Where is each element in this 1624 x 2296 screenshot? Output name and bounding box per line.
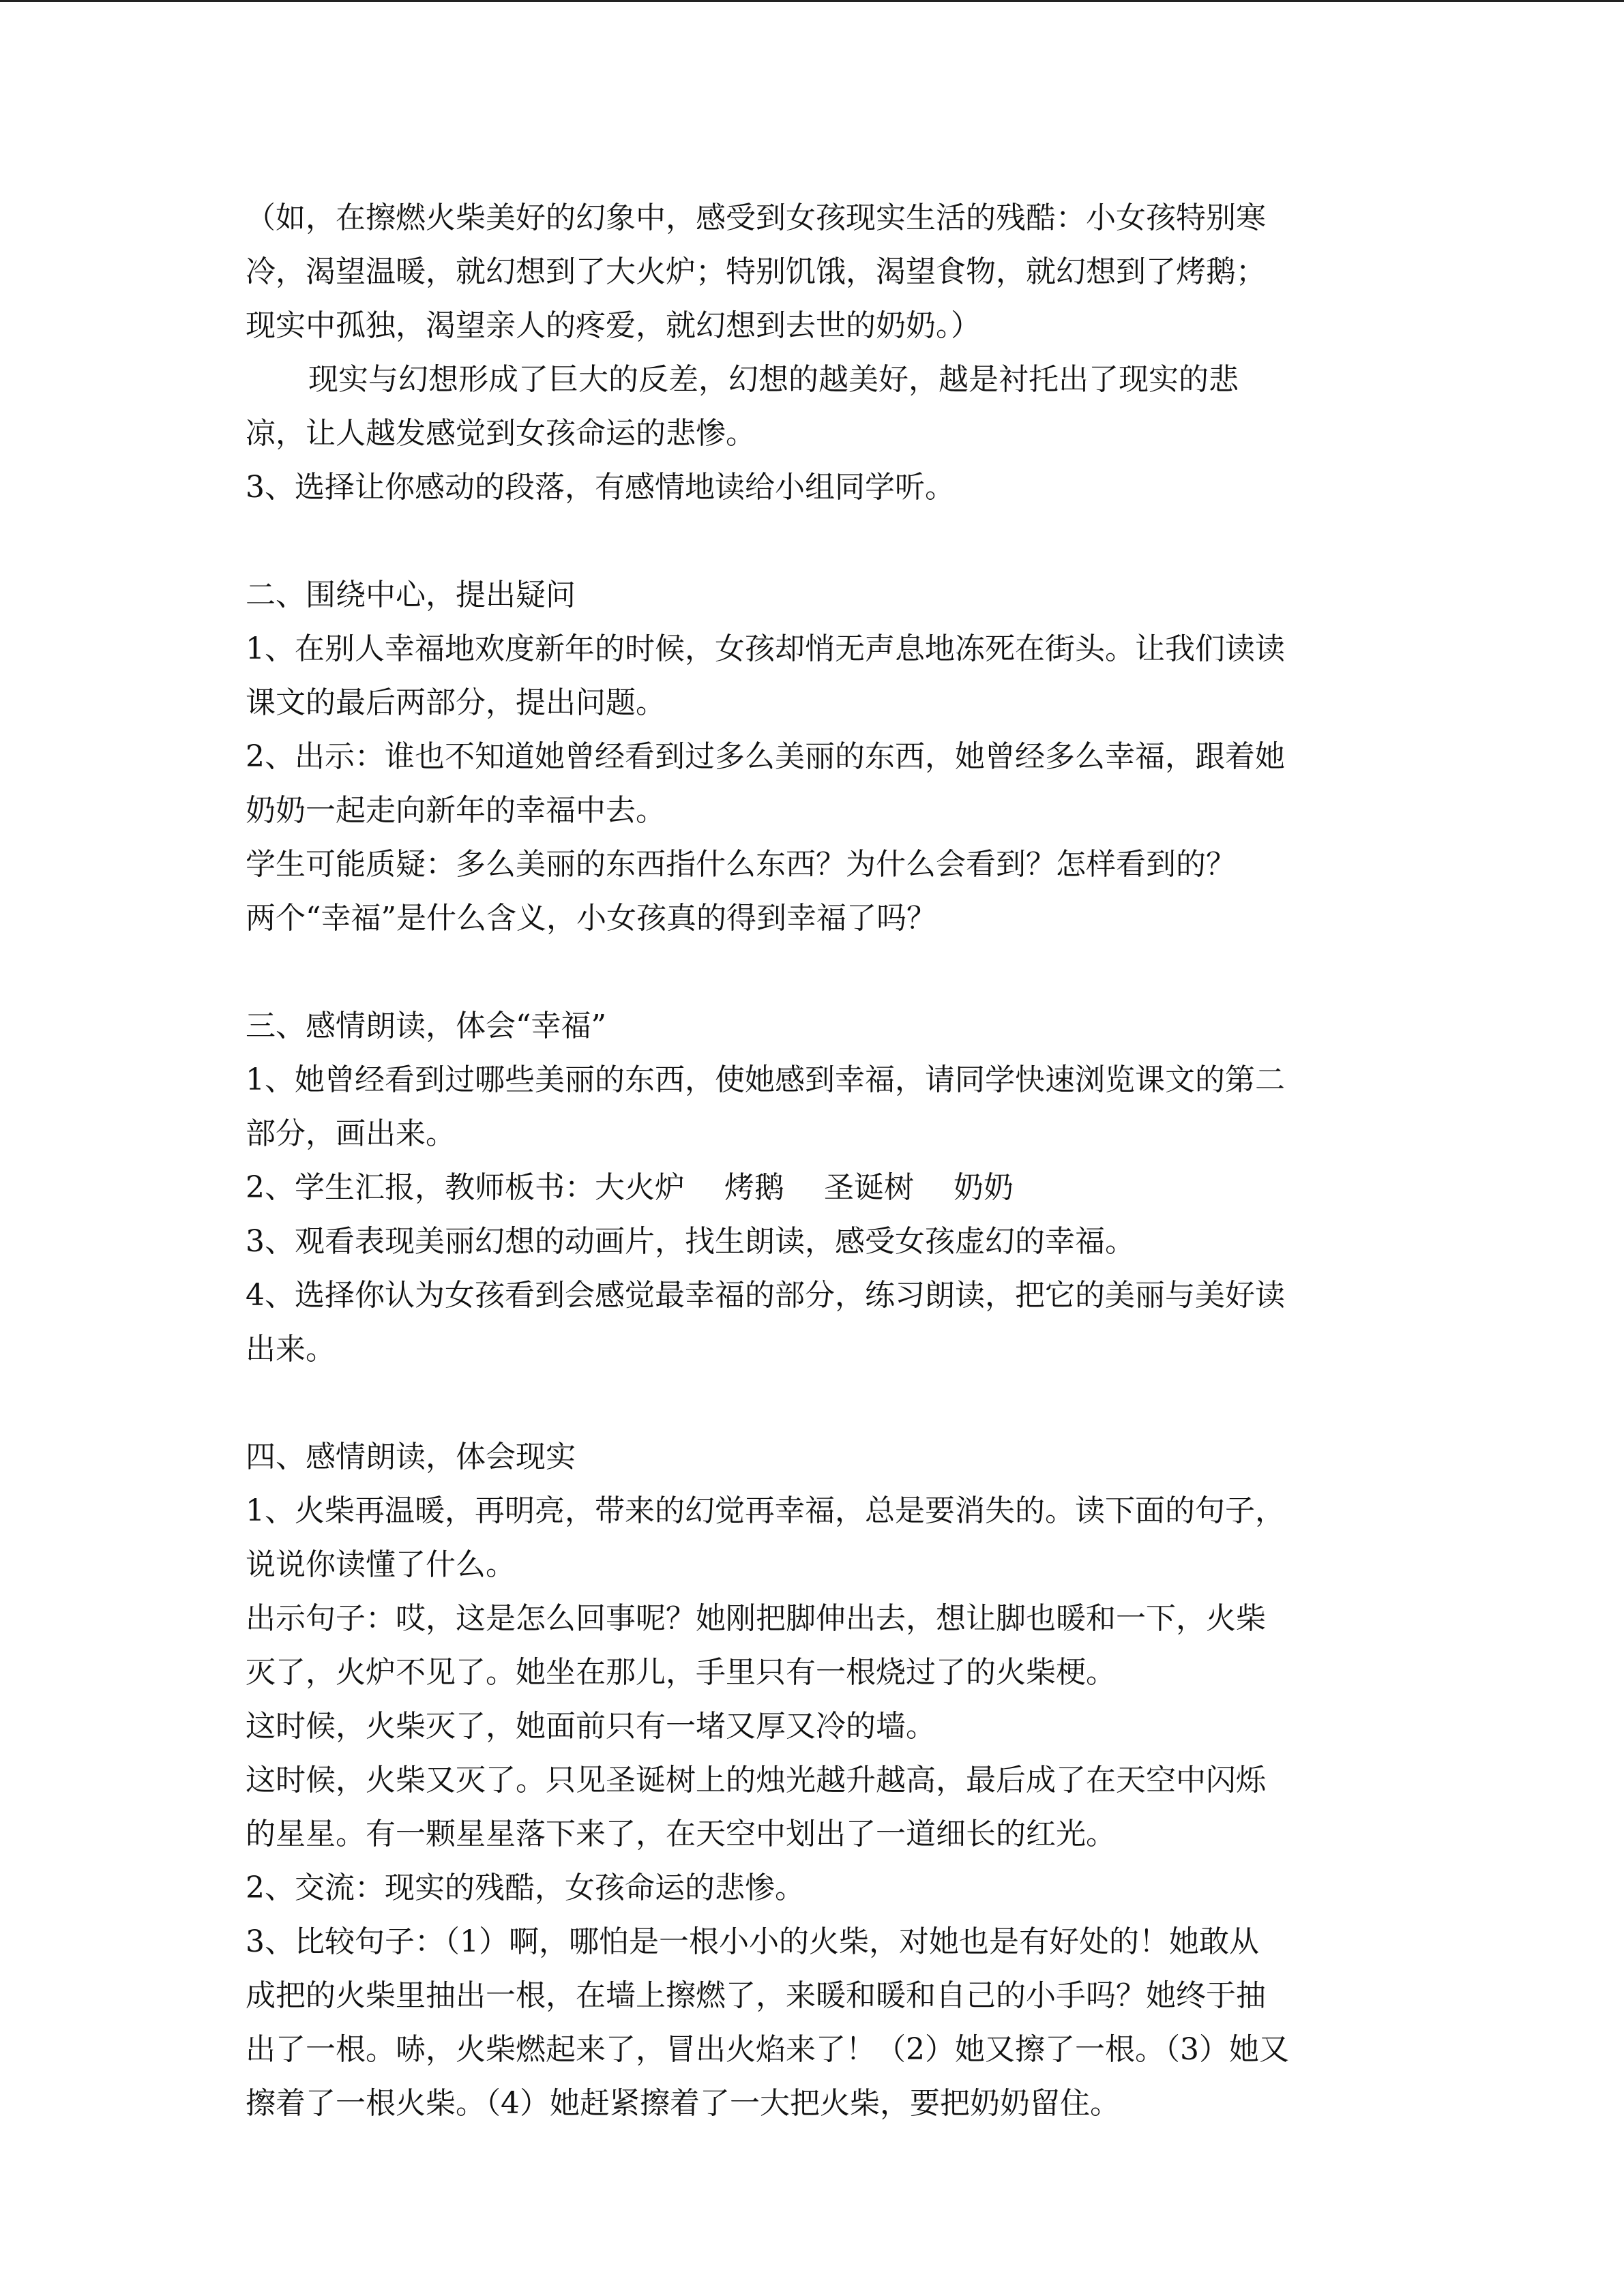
text-line: 冷，渴望温暖，就幻想到了大火炉；特别饥饿，渴望食物，就幻想到了烤鹅； xyxy=(246,254,1266,289)
paragraph-first-line: 现实与幻想形成了巨大的反差，幻想的越美好，越是衬托出了现实的悲 xyxy=(308,362,1239,397)
text-line: 奶奶一起走向新年的幸福中去。 xyxy=(246,793,666,828)
list-item: 2、出示：谁也不知道她曾经看到过多么美丽的东西，她曾经多么幸福，跟着她 xyxy=(246,739,1285,774)
text-line: 学生可能质疑：多么美丽的东西指什么东西？为什么会看到？怎样看到的？ xyxy=(246,847,1236,882)
blank-line xyxy=(246,945,1378,999)
text-line: 这时候，火柴灭了，她面前只有一堵又厚又冷的墙。 xyxy=(246,1709,936,1744)
list-item: 2、学生汇报，教师板书：大火炉 烤鹅 圣诞树 奶奶 xyxy=(246,1170,1014,1205)
list-item: 3、选择让你感动的段落，有感情地读给小组同学听。 xyxy=(246,470,955,505)
text-line: 说说你读懂了什么。 xyxy=(246,1547,516,1582)
document-page xyxy=(246,191,1378,2130)
list-item: 3、比较句子：（1）啊，哪怕是一根小小的火柴，对她也是有好处的！她敢从 xyxy=(246,1924,1259,1959)
text-line: 出了一根。哧，火柴燃起来了，冒出火焰来了！（2）她又擦了一根。（3）她又 xyxy=(246,2032,1289,2067)
blank-line xyxy=(246,514,1378,568)
list-item: 3、观看表现美丽幻想的动画片，找生朗读，感受女孩虚幻的幸福。 xyxy=(246,1224,1135,1259)
text-line: 这时候，火柴又灭了。只见圣诞树上的烛光越升越高，最后成了在天空中闪烁 xyxy=(246,1763,1266,1798)
list-item: 4、选择你认为女孩看到会感觉最幸福的部分，练习朗读，把它的美丽与美好读 xyxy=(246,1278,1285,1313)
text-line: 课文的最后两部分，提出问题。 xyxy=(246,685,666,720)
section-heading: 三、感情朗读，体会“幸福” xyxy=(246,1009,606,1043)
text-line: 出示句子：哎，这是怎么回事呢？她刚把脚伸出去，想让脚也暖和一下，火柴 xyxy=(246,1601,1266,1636)
text-line: 部分，画出来。 xyxy=(246,1116,456,1151)
text-line: 灭了，火炉不见了。她坐在那儿，手里只有一根烧过了的火柴梗。 xyxy=(246,1655,1116,1690)
text-line: 成把的火柴里抽出一根，在墙上擦燃了，来暖和暖和自己的小手吗？她终于抽 xyxy=(246,1978,1266,2013)
text-line: 两个“幸福”是什么含义，小女孩真的得到幸福了吗？ xyxy=(246,901,936,936)
text-line: （如，在擦燃火柴美好的幻象中，感受到女孩现实生活的残酷：小女孩特别寒 xyxy=(246,200,1266,235)
text-line: 凉，让人越发感觉到女孩命运的悲惨。 xyxy=(246,416,756,451)
section-heading: 二、围绕中心，提出疑问 xyxy=(246,578,576,612)
list-item: 1、她曾经看到过哪些美丽的东西，使她感到幸福，请同学快速浏览课文的第二 xyxy=(246,1062,1285,1097)
text-line: 现实中孤独，渴望亲人的疼爱，就幻想到去世的奶奶。） xyxy=(246,308,981,343)
text-line: 擦着了一根火柴。（4）她赶紧擦着了一大把火柴，要把奶奶留住。 xyxy=(246,2086,1120,2121)
list-item: 2、交流：现实的残酷，女孩命运的悲惨。 xyxy=(246,1870,805,1905)
page-top-border xyxy=(0,0,1624,2)
section-heading: 四、感情朗读，体会现实 xyxy=(246,1440,576,1474)
text-line: 的星星。有一颗星星落下来了，在天空中划出了一道细长的红光。 xyxy=(246,1817,1116,1851)
list-item: 1、在别人幸福地欢度新年的时候，女孩却悄无声息地冻死在街头。让我们读读 xyxy=(246,631,1285,666)
blank-line xyxy=(246,1376,1378,1430)
text-line: 出来。 xyxy=(246,1332,336,1367)
list-item: 1、火柴再温暖，再明亮，带来的幻觉再幸福，总是要消失的。读下面的句子， xyxy=(246,1493,1285,1528)
